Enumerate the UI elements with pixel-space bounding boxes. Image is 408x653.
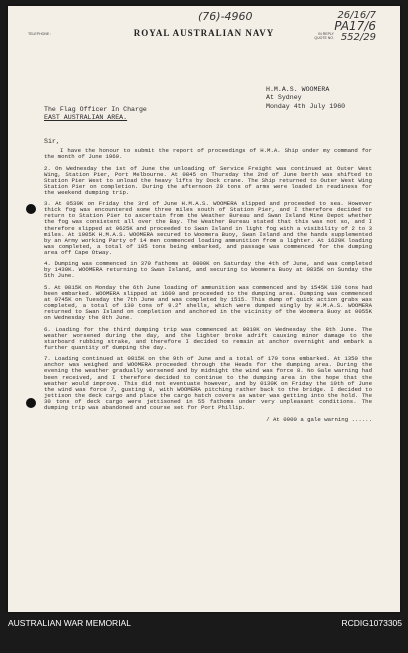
handwritten-ref-1: 26/16/7 xyxy=(337,10,376,21)
recipient-block xyxy=(44,106,147,123)
paragraph-4: 4. Dumping was commenced in 370 fathoms at 0800K on Saturday the 4th of June, and was completed by 1430K. WOOMERA returning to Swan Island, and securing to Woomera Buoy at 0835K on Sunday the 5th June. xyxy=(44,260,372,280)
paragraph-6: 6. Loading for the third dumping trip was commenced at 0810K on Wednesday the 8th June. The weather worsened during the day, and the lighter broke adrift causing minor damage to the starboard rubbing strake, and therefore I decided to remain at anchor overnight and embark a further quantity of dumping the day. xyxy=(44,325,372,351)
handwritten-ref-3: 552/29 xyxy=(340,32,376,43)
recipient-line-1: The Flag Officer In Charge xyxy=(44,106,147,113)
paragraph-2: 2. On Wednesday the 1st of June the unloading of Service Freight was continued at Outer West Wing, Station Pier, Port Melbourne. At 0845 on Thursday the 2nd of June berth was shifted to Station Pier West to unload the heavy lifts by Dock crane. The Ship returned to Outer West Wing Station Pier on completion. During the afternoon 20 tons of arms were loaded in readiness for the weekend dumping trip. xyxy=(44,164,372,196)
salutation: Sir, xyxy=(44,138,60,145)
footer-record-id: RCDIG1073305 xyxy=(341,618,402,628)
document-page xyxy=(8,6,400,612)
footer-institution: AUSTRALIAN WAR MEMORIAL xyxy=(8,618,131,628)
continuation-line: / At 0900 a gale warning ...... xyxy=(266,415,372,423)
sender-address xyxy=(266,86,345,111)
punch-hole-bottom xyxy=(26,398,36,408)
reply-label: IN REPLY QUOTE NO. xyxy=(314,32,334,40)
handwritten-reference-top: (76)-4960 xyxy=(198,10,253,23)
paragraph-5: 5. At 0815K on Monday the 6th June loading of ammunition was commenced and by 1545K 130 tons had been embarked. WOOMERA slipped at 1600 and proceeded to the dumping area. Dumping was commenced at 0745K on Tuesday the 7th June and was completed by 1515. This dump of quick action grabs was completed, a total of 130 tons of 9.2" shells, which were dumped singly by H.M.A.S. WOOMERA returned to Swan Island on completion and anchored in the vicinity of the Woomera Buoy at 0055K on Wednesday the 8th June. xyxy=(44,283,372,322)
recipient-line-2: EAST AUSTRALIAN AREA. xyxy=(44,114,128,122)
letterhead-title: ROYAL AUSTRALIAN NAVY xyxy=(133,28,275,38)
ship-name: H.M.A.S. WOOMERA xyxy=(266,86,330,93)
punch-hole-top xyxy=(26,204,36,214)
paragraph-3: 3. At 0530K on Friday the 3rd of June H.M.A.S. WOOMERA slipped and proceeded to sea. However thick fog was encountered some three miles south of Station Pier, and I therefore decided to return to Station Pier to ascertain from the Weather Bureau and Swan Island Mine Depot whether the fog was consistent all over the Bay. The Weather Bureau stated that this was not so, and I therefore slipped at 0625K and proceeded to Swan Island in light fog with a visibility of 2 to 3 miles. At 1005K H.M.A.S. WOOMERA secured to Woomera Buoy, Swan Island and the hands supplemented by an Army working Party of 14 men commenced loading ammunition from a lighter. At 1620K loading was completed, a total of 105 tons being embarked, and passage was commenced for the dumping area off Cape Otway. xyxy=(44,200,372,256)
letter-body xyxy=(44,148,372,428)
letter-date: Monday 4th July 1960 xyxy=(266,102,346,110)
handwritten-ref-2: PA17/6 xyxy=(334,19,376,33)
ship-location: At Sydney xyxy=(266,94,302,102)
handwritten-reference-right xyxy=(334,10,376,43)
paragraph-1: I have the honour to submit the report of proceedings of H.M.A. Ship under my command for the month of June 1960. xyxy=(44,147,372,161)
telephone-label: TELEPHONE : xyxy=(28,32,52,36)
paragraph-7: 7. Loading continued at 0815K on the 9th of June and a total of 170 tons embarked. At 1350 the anchor was weighed and WOOMERA proceeded through the Heads for the dumping area. During the evening the weather gradually worsened and by midnight the wind was force 8. No Gale warning had been received, and I therefore decided to continue to the dumping area in the hope that the weather would improve. This did not eventuate however, and by 0130K on Friday the 10th of June the wind was force 7, gusting 8, with WOOMERA pitching rather back to the bridge. I decided to jettison the deck cargo and place the cargo hatch covers as water was getting into the hold. The 30 tons of deck cargo were jettisoned in 55 fathoms under very unpleasant conditions. The dumping trip was abandoned and course set for Port Phillip. xyxy=(44,355,372,411)
